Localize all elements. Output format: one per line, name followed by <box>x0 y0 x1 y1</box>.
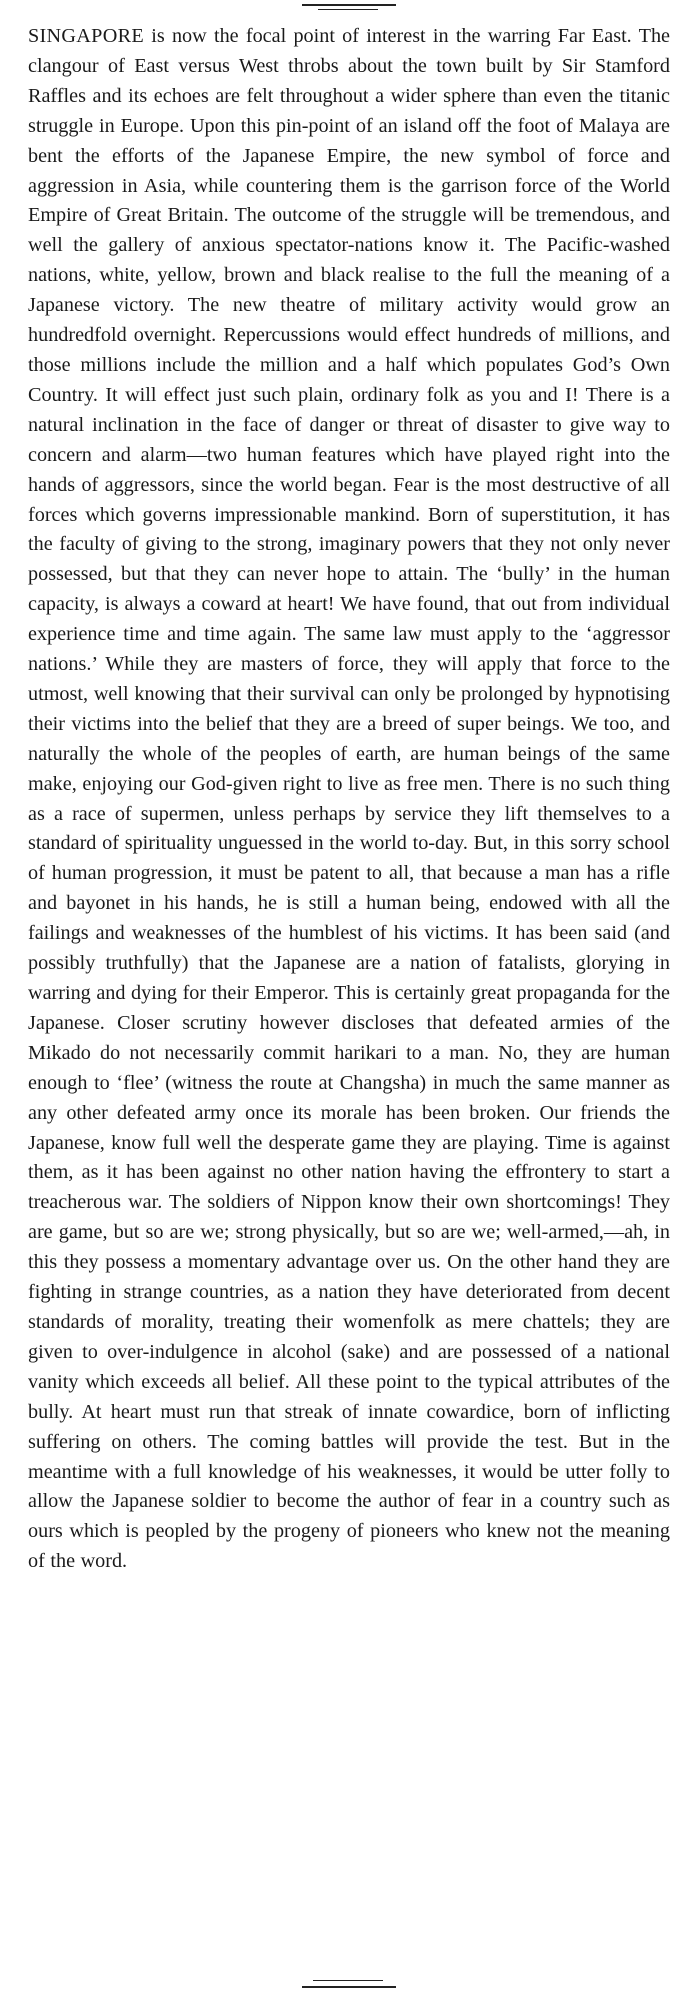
bottom-divider-rule <box>302 1986 396 1988</box>
bottom-divider-rule-secondary <box>313 1980 383 1981</box>
top-divider-rule-secondary <box>318 9 378 10</box>
article-body <box>28 22 670 1577</box>
top-divider-rule <box>302 4 396 6</box>
lead-word: SINGAPORE <box>28 25 144 47</box>
article-text: is now the focal point of interest in the warring Far East. The clangour of East versus West throbs about the town built by Sir Stamford Raffles and its echoes are felt throughout a wider sphere than even the titanic struggle in Europe. Upon this pin-point of an island off the foot of Malaya are bent the efforts of the Japanese Empire, the new symbol of force and aggression in Asia, while countering them is the garrison force of the World Empire of Great Britain. The outcome of the struggle will be tremendous, and well the gallery of anxious spectator-nations know it. The Pacific-washed nations, white, yellow, brown and black realise to the full the meaning of a Japanese victory. The new theatre of military activity would grow an hundredfold overnight. Repercussions would effect hundreds of millions, and those millions include the million and a half which populates God’s Own Country. It will effect just such plain, ordinary folk as you and I! There is a natural inclination in the face of danger or threat of disaster to give way to concern and alarm—two human features which have played right into the hands of aggressors, since the world began. Fear is the most destructive of all forces which governs impressionable mankind. Born of superstitution, it has the faculty of giving to the strong, imaginary powers that they not only never possessed, but that they can never hope to attain. The ‘bully’ in the human capacity, is always a coward at heart! We have found, that out from individual experience time and time again. The same law must apply to the ‘aggressor nations.’ While they are masters of force, they will apply that force to the utmost, well knowing that their survival can only be prolonged by hypnotising their victims into the belief that they are a breed of super beings. We too, and naturally the whole of the peoples of earth, are human beings of the same make, enjoying our God-given right to live as free men. There is no such thing as a race of supermen, unless perhaps by service they lift themselves to a standard of spirituality unguessed in the world to-day. But, in this sorry school of human progression, it must be patent to all, that because a man has a rifle and bayonet in his hands, he is still a human being, endowed with all the failings and weaknesses of the humblest of his victims. It has been said (and possibly truthfully) that the Japanese are a nation of fatalists, glorying in warring and dying for their Emperor. This is certainly great propaganda for the Japanese. Closer scrutiny however discloses that defeated armies of the Mikado do not necessarily commit harikari to a man. No, they are human enough to ‘flee’ (witness the route at Changsha) in much the same manner as any other defeated army once its morale has been broken. Our friends the Japanese, know full well the desperate game they are playing. Time is against them, as it has been against no other nation having the effrontery to start a treacherous war. The soldiers of Nippon know their own shortcomings! They are game, but so are we; strong physically, but so are we; well-armed,—ah, in this they possess a momentary advantage over us. On the other hand they are fighting in strange countries, as a nation they have deteriorated from decent standards of morality, treating their womenfolk as mere chattels; they are given to over-indulgence in alcohol (sake) and are possessed of a national vanity which exceeds all belief. All these point to the typical attributes of the bully. At heart must run that streak of innate cowardice, born of inflicting suffering on others. The coming battles will provide the test. But in the meantime with a full knowledge of his weaknesses, it would be utter folly to allow the Japanese soldier to become the author of fear in a country such as ours which is peopled by the progeny of pioneers who knew not the meaning of the word. <box>28 25 670 1573</box>
